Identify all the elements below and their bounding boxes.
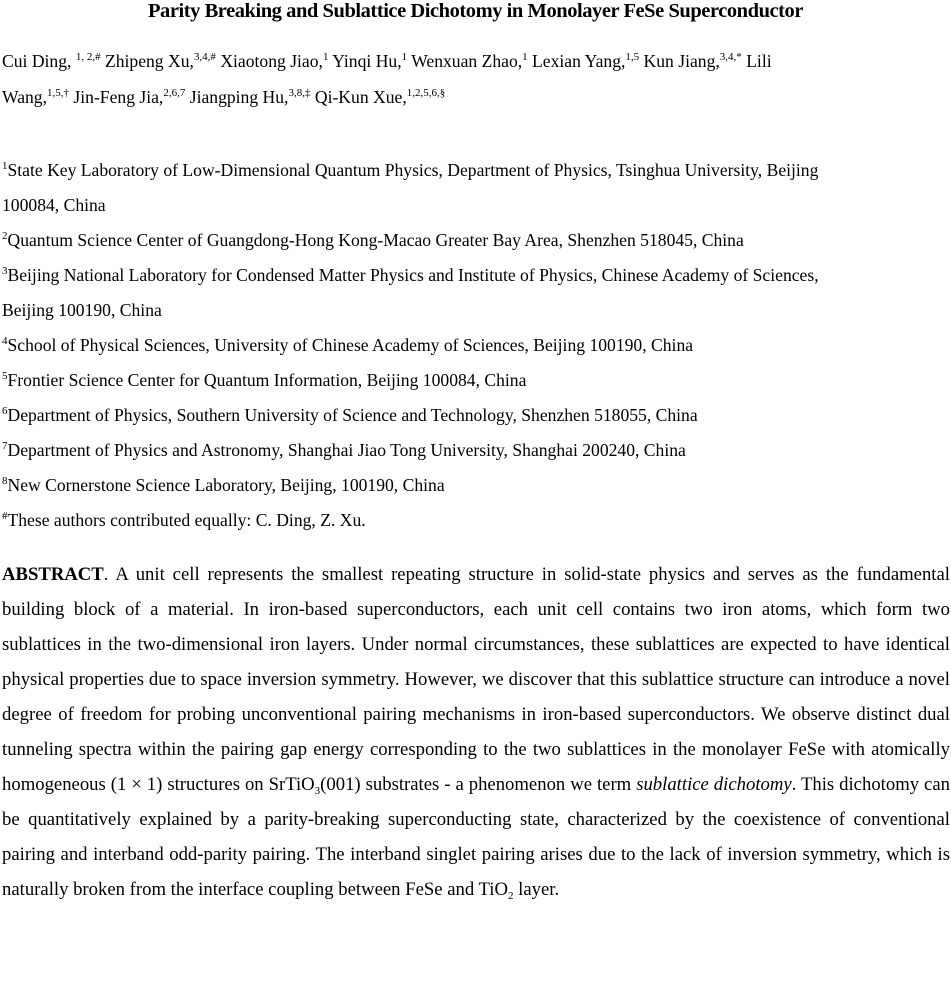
affiliation-4: $^4$School of Physical Sciences, University of Chinese Academy of Sciences, Beijing 100190, China	[2, 335, 694, 355]
author: Cui Ding, $^{1, 2,\#}$	[2, 51, 101, 71]
abstract: ABSTRACT. A unit cell represents the smallest repeating structure in solid-state physics and serves as the fundamental building block of a material. In iron-based superconductors, each unit cell contains two iron atoms, which form two sublattices in the two-dimensional iron layers. Under normal circumstances, these sublattices are expected to have identical physical properties due to space inversion symmetry. However, we discover that this sublattice structure can introduce a novel degree of freedom for probing unconventional pairing mechanisms in iron-based superconductors. We observe distinct dual tunneling spectra within the pairing gap energy corresponding to the two sublattices in the monolayer FeSe with atomically homogeneous (1 × 1) structures on SrTiO$_3$(001) substrates - a phenomenon we term sublattice dichotomy. This dichotomy can be quantitatively explained by a parity-breaking superconducting state, characterized by the coexistence of conventional pairing and interband odd-parity pairing. The interband singlet pairing arises due to the lack of inversion symmetry, which is naturally broken from the interface coupling between FeSe and TiO$_2$ layer.	[2, 564, 950, 902]
affiliation-1-cont: 100084, China	[2, 195, 106, 215]
author: Zhipeng Xu,$^{3,4,\#}$	[104, 51, 216, 71]
abstract-label: ABSTRACT	[2, 564, 104, 585]
affiliation-3-cont: Beijing 100190, China	[2, 300, 162, 320]
affiliation-5: $^5$Frontier Science Center for Quantum Information, Beijing 100084, China	[2, 370, 527, 390]
affiliation-2: $^2$Quantum Science Center of Guangdong-Hong Kong-Macao Greater Bay Area, Shenzhen 518045, China	[2, 230, 744, 250]
author: Wenxuan Zhao,$^1$	[411, 51, 528, 71]
author-line-1	[2, 49, 772, 73]
affiliation-3: $^3$Beijing National Laboratory for Condensed Matter Physics and Institute of Physics, Chinese Academy of Sciences,	[2, 265, 819, 285]
author: Lexian Yang,$^{1,5}$	[532, 51, 640, 71]
emphasis-term: sublattice dichotomy	[636, 774, 792, 795]
affiliation-1: $^1$State Key Laboratory of Low-Dimensional Quantum Physics, Department of Physics, Tsinghua University, Beijing	[2, 160, 819, 180]
equal-contribution-note: #These authors contributed equally: C. Ding, Z. Xu.	[2, 510, 366, 530]
author: Lili	[746, 51, 772, 71]
affiliation-7: $^7$Department of Physics and Astronomy, Shanghai Jiao Tong University, Shanghai 200240, China	[2, 440, 686, 460]
author: Jin-Feng Jia,$^{2,6,7}$	[73, 87, 186, 107]
author: Yinqi Hu,$^1$	[332, 51, 408, 71]
author: Kun Jiang,$^{3,4,*}$	[643, 51, 742, 71]
author: Qi-Kun Xue,$^{1,2,5,6,\S}$	[314, 87, 446, 107]
author: Jiangping Hu,$^{3,8,\ddagger}$	[189, 87, 311, 107]
affiliation-8: $^8$New Cornerstone Science Laboratory, Beijing, 100190, China	[2, 475, 445, 495]
author: Xiaotong Jiao,$^1$	[220, 51, 329, 71]
author-line-2	[2, 85, 445, 109]
paper-title: Parity Breaking and Sublattice Dichotomy in Monolayer FeSe Superconductor	[147, 0, 804, 22]
affiliation-6: $^6$Department of Physics, Southern University of Science and Technology, Shenzhen 518055, China	[2, 405, 698, 425]
author: Wang,$^{1,5,\dagger}$	[2, 87, 69, 107]
